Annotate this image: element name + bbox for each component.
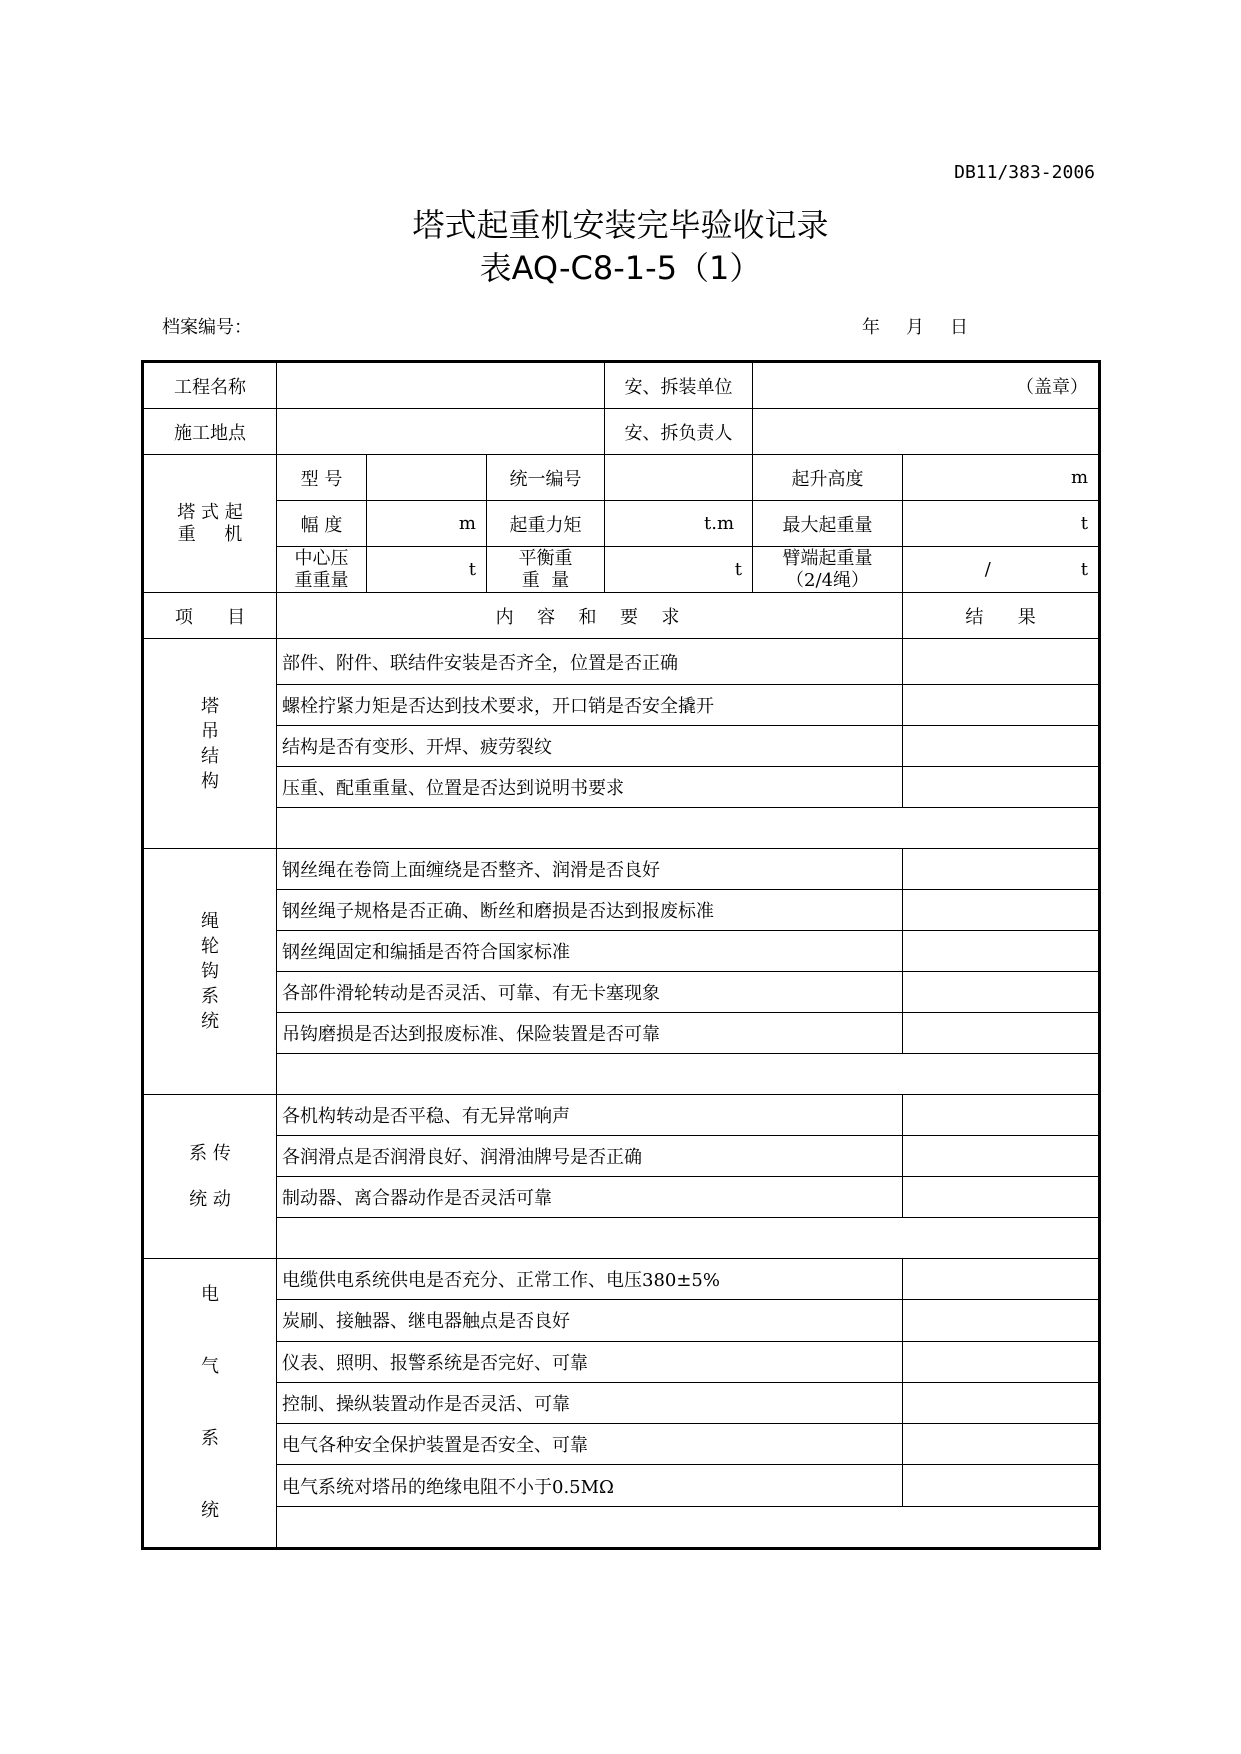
- content-column-header: 内 容 和 要 求: [277, 593, 903, 639]
- blank-row[interactable]: [277, 1054, 1100, 1095]
- site-field[interactable]: [277, 409, 605, 455]
- blank-row[interactable]: [277, 808, 1100, 849]
- check-item: 电气各种安全保护装置是否安全、可靠: [277, 1424, 903, 1465]
- check-item: 仪表、照明、报警系统是否完好、可靠: [277, 1341, 903, 1382]
- seal-label: （盖章）: [1016, 376, 1089, 398]
- label-char: 气: [201, 1356, 219, 1377]
- center-weight-label: [277, 547, 367, 593]
- install-unit-field[interactable]: [753, 362, 1100, 409]
- install-unit-label: 安、拆装单位: [605, 362, 753, 409]
- moment-field[interactable]: [605, 501, 753, 547]
- label-char: 构: [201, 770, 219, 792]
- unit: t: [1080, 513, 1089, 534]
- unit: m: [1070, 467, 1089, 488]
- unit: t.m: [704, 513, 735, 534]
- result-cell[interactable]: [903, 1424, 1100, 1465]
- check-item: 电缆供电系统供电是否充分、正常工作、电压380±5%: [277, 1259, 903, 1300]
- lift-height-label: 起升高度: [753, 455, 903, 501]
- result-cell[interactable]: [903, 1177, 1100, 1218]
- check-item: 压重、配重重量、位置是否达到说明书要求: [277, 767, 903, 808]
- check-item: 螺栓拧紧力矩是否达到技术要求，开口销是否安全撬开: [277, 685, 903, 726]
- project-name-label: 工程名称: [143, 362, 277, 409]
- check-item: 钢丝绳在卷筒上面缠绕是否整齐、润滑是否良好: [277, 849, 903, 890]
- center-weight-field[interactable]: [367, 547, 487, 593]
- label-char: 系: [201, 986, 219, 1007]
- result-cell[interactable]: [903, 1136, 1100, 1177]
- label-char: 绳: [201, 911, 219, 932]
- crane-section-label: [143, 455, 277, 593]
- result-cell[interactable]: [903, 1341, 1100, 1382]
- radius-field[interactable]: [367, 501, 487, 547]
- check-item: 各部件滑轮转动是否灵活、可靠、有无卡塞现象: [277, 972, 903, 1013]
- label-char: 系: [201, 1428, 219, 1449]
- blank-row[interactable]: [277, 1218, 1100, 1259]
- transmission-section-label: [143, 1095, 277, 1259]
- label-char: 统: [201, 1011, 219, 1032]
- date-year: 年: [862, 317, 880, 338]
- result-cell[interactable]: [903, 767, 1100, 808]
- structure-section-label: [143, 639, 277, 849]
- check-item: 炭刷、接触器、继电器触点是否良好: [277, 1300, 903, 1341]
- balance-weight-field[interactable]: [605, 547, 753, 593]
- result-cell[interactable]: [903, 931, 1100, 972]
- result-cell[interactable]: [903, 1095, 1100, 1136]
- serial-label: 统一编号: [487, 455, 605, 501]
- tip-load-separator: /: [984, 559, 991, 580]
- unit: t: [734, 559, 743, 580]
- unit: m: [458, 513, 476, 534]
- result-column-header: 结 果: [903, 593, 1100, 639]
- blank-row[interactable]: [277, 1506, 1100, 1548]
- radius-label: 幅 度: [277, 501, 367, 547]
- check-item: 钢丝绳固定和编插是否符合国家标准: [277, 931, 903, 972]
- standard-code: DB11/383-2006: [954, 162, 1095, 183]
- result-cell[interactable]: [903, 639, 1100, 685]
- label-char: 塔: [201, 695, 219, 717]
- item-column-header: 项 目: [143, 593, 277, 639]
- balance-weight-label: [487, 547, 605, 593]
- label-line: 重 量: [521, 569, 570, 591]
- page-title: 塔式起重机安装完毕验收记录: [412, 206, 829, 244]
- serial-field[interactable]: [605, 455, 753, 501]
- rope-section-label: [143, 849, 277, 1095]
- label-char: 吊: [201, 720, 219, 742]
- result-cell[interactable]: [903, 890, 1100, 931]
- crane-label-line2: 重 机: [177, 523, 243, 545]
- label-line: 平衡重: [518, 547, 573, 569]
- date-month: 月: [906, 317, 924, 338]
- responsible-label: 安、拆负责人: [605, 409, 753, 455]
- result-cell[interactable]: [903, 849, 1100, 890]
- label-line: 统 动: [189, 1188, 231, 1210]
- label-line: 中心压: [294, 547, 349, 569]
- label-line: 系 传: [189, 1142, 231, 1164]
- result-cell[interactable]: [903, 685, 1100, 726]
- check-item: 部件、附件、联结件安装是否齐全，位置是否正确: [277, 639, 903, 685]
- label-char: 钩: [201, 961, 219, 982]
- check-item: 各机构转动是否平稳、有无异常响声: [277, 1095, 903, 1136]
- inspection-table: [141, 360, 1101, 1550]
- result-cell[interactable]: [903, 1465, 1100, 1506]
- archive-number-label: 档案编号：: [162, 317, 252, 338]
- label-line: 臂端起重量: [782, 547, 873, 569]
- electrical-section-label: [143, 1259, 277, 1549]
- label-char: 电: [201, 1284, 219, 1305]
- max-load-label: 最大起重量: [753, 501, 903, 547]
- crane-label-line1: 塔 式 起: [177, 501, 243, 523]
- tip-load-field[interactable]: [903, 547, 1100, 593]
- result-cell[interactable]: [903, 1382, 1100, 1423]
- project-name-field[interactable]: [277, 362, 605, 409]
- result-cell[interactable]: [903, 1259, 1100, 1300]
- tip-load-label: [753, 547, 903, 593]
- max-load-field[interactable]: [903, 501, 1100, 547]
- model-label: 型 号: [277, 455, 367, 501]
- label-char: 统: [201, 1500, 219, 1521]
- check-item: 制动器、离合器动作是否灵活可靠: [277, 1177, 903, 1218]
- label-line: （2/4绳）: [786, 569, 870, 591]
- lift-height-field[interactable]: [903, 455, 1100, 501]
- label-char: 轮: [201, 936, 219, 957]
- check-item: 各润滑点是否润滑良好、润滑油牌号是否正确: [277, 1136, 903, 1177]
- result-cell[interactable]: [903, 1013, 1100, 1054]
- result-cell[interactable]: [903, 726, 1100, 767]
- model-field[interactable]: [367, 455, 487, 501]
- form-number: 表AQ-C8-1-5（1）: [479, 249, 762, 287]
- check-item: 电气系统对塔吊的绝缘电阻不小于0.5MΩ: [277, 1465, 903, 1506]
- check-item: 结构是否有变形、开焊、疲劳裂纹: [277, 726, 903, 767]
- check-item: 控制、操纵装置动作是否灵活、可靠: [277, 1382, 903, 1423]
- site-label: 施工地点: [143, 409, 277, 455]
- unit: t: [468, 559, 476, 580]
- check-item: 吊钩磨损是否达到报废标准、保险装置是否可靠: [277, 1013, 903, 1054]
- label-line: 重重量: [294, 569, 349, 591]
- label-char: 结: [201, 745, 219, 767]
- moment-label: 起重力矩: [487, 501, 605, 547]
- date-day: 日: [950, 317, 968, 338]
- unit: t: [1080, 559, 1089, 580]
- responsible-field[interactable]: [753, 409, 1100, 455]
- check-item: 钢丝绳子规格是否正确、断丝和磨损是否达到报废标准: [277, 890, 903, 931]
- result-cell[interactable]: [903, 1300, 1100, 1341]
- result-cell[interactable]: [903, 972, 1100, 1013]
- date-field: [862, 313, 994, 339]
